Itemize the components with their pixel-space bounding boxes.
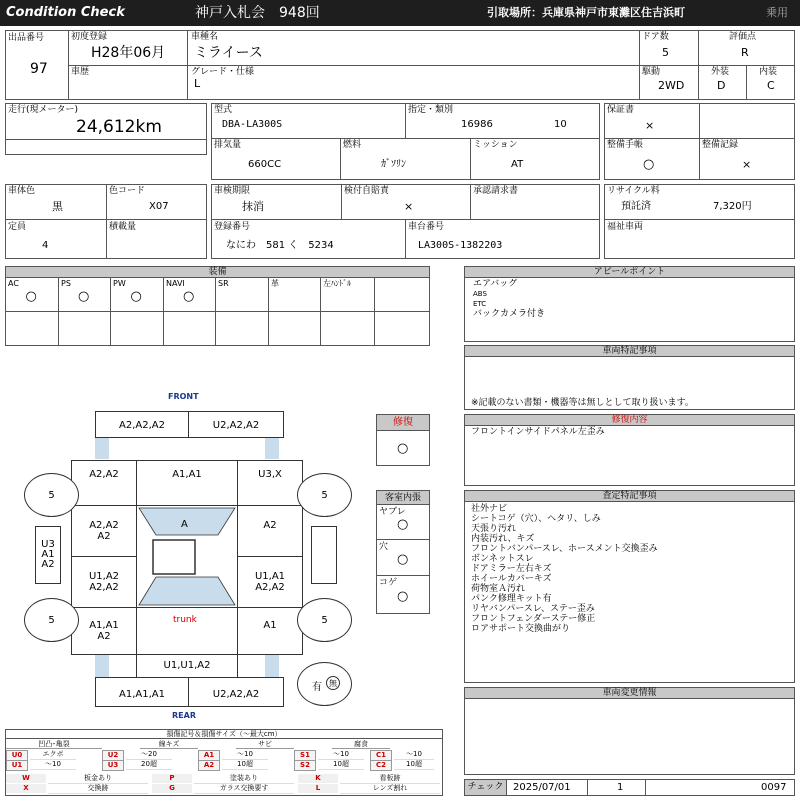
front-bumper-left[interactable]: A2,A2,A2 <box>95 411 189 438</box>
legend-mark-code: K <box>298 774 338 783</box>
side-step-right[interactable] <box>311 526 337 584</box>
warranty-label: 保証書 <box>607 105 635 115</box>
welfare-label: 福祉車両 <box>607 222 644 232</box>
repair-title: 修復 <box>377 415 429 431</box>
door-front-right[interactable]: A2 <box>237 505 303 557</box>
first-reg-value: H28年06月 <box>91 45 166 61</box>
history-label: 車歴 <box>71 67 90 77</box>
inspection-label: 車検期限 <box>214 186 251 196</box>
rear-bumper-right[interactable]: U2,A2,A2 <box>188 677 284 707</box>
lot-number: 97 <box>30 61 48 77</box>
interior-label: 内装 <box>759 67 778 77</box>
lot-label: 出品番号 <box>8 33 45 43</box>
door-front-left[interactable]: A2,A2 A2 <box>71 505 137 557</box>
check-code: 0097 <box>761 782 787 793</box>
spare-tire-mark: 無 <box>326 676 340 690</box>
color-code-box <box>106 184 207 220</box>
repair-content-text: フロントインサイドパネル左歪み <box>471 427 605 437</box>
equipment-label: PS <box>61 279 71 288</box>
assessment-line: ロアサポート交換曲がり <box>471 624 571 634</box>
assessment-line: パンク修理キット有 <box>471 594 552 604</box>
repair-box <box>376 414 430 466</box>
fuel-label: 燃料 <box>343 140 362 150</box>
designation-box <box>405 103 600 139</box>
check-label: チェック <box>465 780 507 795</box>
legend-mark-code: G <box>152 784 192 793</box>
body-color-value: 黒 <box>52 200 63 213</box>
model-box <box>211 103 406 139</box>
equipment-label: 左ﾊﾝﾄﾞﾙ <box>323 279 351 288</box>
equipment-mark: ○ <box>78 289 90 304</box>
plate-label: 登録番号 <box>214 222 251 232</box>
fender-front-right[interactable]: U3,X <box>237 460 303 506</box>
grade-score-box <box>698 30 795 66</box>
manual-value: ○ <box>643 157 655 172</box>
displacement-box <box>211 138 341 180</box>
spare-tire-label: 有 <box>312 682 322 693</box>
appeal-line: ETC <box>473 300 487 308</box>
self-inspection-box <box>341 184 471 220</box>
welfare-box <box>604 219 795 259</box>
legend-code: S2 <box>294 760 316 771</box>
mission-label: ミッション <box>473 140 518 150</box>
equipment-mark: ○ <box>130 289 142 304</box>
front-label: FRONT <box>168 392 199 401</box>
equipment-item <box>269 278 321 345</box>
equipment-item <box>216 278 269 345</box>
equipment-label: AC <box>8 279 19 288</box>
exterior-box <box>698 65 747 100</box>
legend-code: A1 <box>198 750 220 761</box>
drive-value: 2WD <box>658 79 685 92</box>
designation-label: 指定・類別 <box>408 105 454 115</box>
mission-box <box>470 138 600 180</box>
legend-code: U2 <box>102 750 124 761</box>
appeal-title: アピールポイント <box>465 267 794 278</box>
plate-box <box>211 219 406 259</box>
equipment-label: NAVI <box>166 279 185 288</box>
capacity-box <box>5 219 107 259</box>
equipment-item <box>321 278 375 345</box>
legend-desc: 〜10 <box>30 760 76 770</box>
legend-mark-code: W <box>6 774 46 783</box>
chassis-box <box>405 219 600 259</box>
appeal-box <box>464 266 795 342</box>
mileage-label: 走行(現メーター) <box>8 105 79 115</box>
self-inspection-value: × <box>404 200 414 213</box>
equipment-item <box>111 278 164 345</box>
legend-mark-desc: レンズ割れ <box>340 784 440 794</box>
pickup-location: 引取場所：兵庫県神戸市東灘区住吉浜町 <box>487 6 685 19</box>
designation-value: 16986 <box>461 119 493 130</box>
first-reg-box <box>68 30 188 66</box>
door-rear-left[interactable]: U1,A2 A2,A2 <box>71 556 137 608</box>
special-note: ※記載のない書類・機器等は無しとして取り扱います。 <box>471 398 694 408</box>
cabin-label: 穴 <box>379 542 389 552</box>
equipment-item <box>164 278 216 345</box>
grade-value: L <box>194 77 201 90</box>
rear-bumper-left[interactable]: A1,A1,A1 <box>95 677 189 707</box>
cabin-label: ヤブレ <box>379 507 406 517</box>
approval-box <box>470 184 600 220</box>
special-title: 車両特記事項 <box>465 346 794 357</box>
check-num: 1 <box>617 782 624 793</box>
change-title: 車両変更情報 <box>465 688 794 699</box>
trunk-lid[interactable]: U1,U1,A2 <box>136 654 238 678</box>
load-label: 積載量 <box>109 222 137 232</box>
door-rear-right[interactable]: U1,A1 A2,A2 <box>237 556 303 608</box>
legend-desc: 10超 <box>318 760 364 770</box>
legend-desc: 10超 <box>394 760 434 770</box>
assessment-line: シートコゲ（穴）、ヘタリ、しみ <box>471 514 601 524</box>
color-code-label: 色コード <box>109 186 146 196</box>
warranty-box <box>604 103 700 139</box>
legend-desc: 〜10 <box>394 750 434 760</box>
legend-code: U3 <box>102 760 124 771</box>
equipment-mark: ○ <box>183 289 195 304</box>
assessment-box <box>464 490 795 683</box>
mission-value: AT <box>511 159 524 170</box>
legend-title: 損傷記号＆損傷サイズ（〜最大cm） <box>6 730 442 739</box>
car-name-label: 車種名 <box>191 32 219 42</box>
load-box <box>106 219 207 259</box>
rear-label: REAR <box>172 711 196 720</box>
manual-label: 整備手帳 <box>607 140 644 150</box>
repair-mark: ○ <box>397 441 409 456</box>
legend-mark-desc: 塗装あり <box>194 774 294 784</box>
legend-mark-desc: 交換跡 <box>48 784 148 794</box>
legend-code: U0 <box>6 750 28 761</box>
header-bar <box>0 0 800 26</box>
exterior-value: D <box>717 79 726 92</box>
legend-code: A2 <box>198 760 220 771</box>
record-box <box>699 138 795 180</box>
chassis-label: 車台番号 <box>408 222 445 232</box>
record-value: × <box>742 158 752 171</box>
appeal-line: バックカメラ付き <box>473 309 546 319</box>
lot-box <box>5 30 69 100</box>
assessment-line: ボンネットスレ <box>471 554 534 564</box>
equipment-label: SR <box>218 279 229 288</box>
legend-code: C2 <box>370 760 392 771</box>
repair-content-box <box>464 414 795 486</box>
body-color-box <box>5 184 107 220</box>
quarter-left[interactable]: A1,A1 A2 <box>71 607 137 655</box>
recycle-box <box>604 184 795 220</box>
check-row <box>464 779 795 796</box>
tire-rear-right[interactable]: 5 <box>297 598 352 642</box>
assessment-line: フロントフェンダーステー修正 <box>471 614 596 624</box>
tire-front-left[interactable]: 5 <box>24 473 79 517</box>
assessment-line: フロントバンパースレ、ホースメント交換歪み <box>471 544 658 554</box>
equipment-label: 革 <box>271 279 279 288</box>
grade-score-label: 評価点 <box>729 32 757 42</box>
assessment-line: 天張り汚れ <box>471 524 517 534</box>
interior-value: C <box>767 79 775 92</box>
approval-label: 承認請求書 <box>473 186 519 196</box>
legend-code: C1 <box>370 750 392 761</box>
special-box <box>464 345 795 410</box>
legend-desc: 〜10 <box>222 750 268 760</box>
windshield-mark[interactable]: A <box>181 519 188 530</box>
grade-box <box>187 65 640 100</box>
front-bumper-right[interactable]: U2,A2,A2 <box>188 411 284 438</box>
usage-type: 乗用 <box>766 6 788 19</box>
cabin-title: 客室内張 <box>377 491 429 505</box>
record-label: 整備記録 <box>702 140 739 150</box>
cabin-label: コゲ <box>379 578 398 588</box>
legend-group: 腐食 <box>332 740 390 749</box>
doors-box <box>639 30 699 66</box>
recycle-label: リサイクル料 <box>607 186 660 196</box>
change-box <box>464 687 795 775</box>
equipment-mark: ○ <box>25 289 37 304</box>
legend-desc: 〜10 <box>318 750 364 760</box>
manual-box <box>604 138 700 180</box>
quarter-right[interactable]: A1 <box>237 607 303 655</box>
recycle-fee: 7,320円 <box>713 201 752 212</box>
equipment-box <box>5 266 430 346</box>
mileage-box <box>5 103 207 155</box>
model-label: 型式 <box>214 105 233 115</box>
car-name-value: ミライース <box>194 45 263 61</box>
legend-mark-code: X <box>6 784 46 793</box>
legend-mark-desc: 板金あり <box>48 774 148 784</box>
body-color-label: 車体色 <box>8 186 36 196</box>
tire-front-right[interactable]: 5 <box>297 473 352 517</box>
classification-value: 10 <box>554 119 567 130</box>
plate-value: なにわ 581 く 5234 <box>226 240 334 251</box>
displacement-value: 660CC <box>248 159 282 170</box>
legend-mark-desc: 看板跡 <box>340 774 440 784</box>
assessment-title: 査定特記事項 <box>465 491 794 502</box>
fuel-value: ｶﾞｿﾘﾝ <box>381 159 406 170</box>
assessment-line: リヤバンパースレ、ステー歪み <box>471 604 595 614</box>
assessment-line: 荷物室Ａ汚れ <box>471 584 526 594</box>
displacement-label: 排気量 <box>214 140 242 150</box>
assessment-line: ホイールカバーキズ <box>471 574 552 584</box>
legend-mark-code: P <box>152 774 192 783</box>
equipment-label: PW <box>113 279 126 288</box>
capacity-value: 4 <box>42 240 49 251</box>
spare-tire <box>297 662 352 706</box>
repair-content-title: 修復内容 <box>465 415 794 426</box>
side-step-left[interactable]: U3 A1 A2 <box>35 526 61 584</box>
fender-front-left[interactable]: A2,A2 <box>71 460 137 506</box>
assessment-line: ドアミラー左右キズ <box>471 564 552 574</box>
assessment-line: 社外ナビ <box>471 504 508 514</box>
doors-value: 5 <box>662 46 669 59</box>
first-reg-label: 初度登録 <box>71 32 108 42</box>
legend-desc: エクボ <box>30 750 76 760</box>
trunk-label: trunk <box>173 615 197 625</box>
cabin-mark: ○ <box>397 589 409 604</box>
legend-desc: 〜20 <box>126 750 172 760</box>
color-code-value: X07 <box>149 201 169 212</box>
interior-box <box>746 65 795 100</box>
assessment-line: 内装汚れ、キズ <box>471 534 535 544</box>
drive-label: 駆動 <box>642 67 661 77</box>
self-inspection-label: 検付自賠責 <box>344 186 390 196</box>
inspection-value: 抹消 <box>242 200 264 213</box>
legend-code: U1 <box>6 760 28 771</box>
inspection-box <box>211 184 342 220</box>
blank-box-1 <box>699 103 795 139</box>
history-box <box>68 65 188 100</box>
capacity-label: 定員 <box>8 222 27 232</box>
grade-score-value: R <box>741 46 749 59</box>
doors-label: ドア数 <box>642 32 669 42</box>
cabin-mark: ○ <box>397 517 409 532</box>
cabin-mark: ○ <box>397 552 409 567</box>
model-value: DBA-LA300S <box>222 119 283 130</box>
drive-box <box>639 65 699 100</box>
fuel-box <box>340 138 471 180</box>
legend-code: S1 <box>294 750 316 761</box>
brand-title: Condition Check <box>6 5 125 20</box>
check-date: 2025/07/01 <box>513 782 571 793</box>
auction-title: 神戸入札会 948回 <box>195 5 320 21</box>
legend-mark-desc: ガラス交換要す <box>194 784 294 794</box>
equipment-item <box>59 278 111 345</box>
tire-rear-left[interactable]: 5 <box>24 598 79 642</box>
appeal-line: ABS <box>473 290 487 298</box>
legend-group: 凹凸･亀裂 <box>6 740 102 749</box>
car-name-box <box>187 30 640 66</box>
equipment-title: 装備 <box>6 267 429 278</box>
legend-group: サビ <box>236 740 294 749</box>
recycle-status: 預託済 <box>621 201 651 212</box>
exterior-label: 外装 <box>711 67 730 77</box>
mileage-value: 24,612km <box>76 117 162 137</box>
cabin-box <box>376 490 430 614</box>
damage-legend <box>5 729 443 796</box>
grade-label: グレード・仕様 <box>191 67 255 77</box>
legend-desc: 10超 <box>222 760 268 770</box>
legend-mark-code: L <box>298 784 338 793</box>
hood[interactable]: A1,A1 <box>136 460 238 506</box>
warranty-value: × <box>645 119 655 132</box>
appeal-line: エアバッグ <box>473 279 518 289</box>
legend-group: 線キズ <box>140 740 198 749</box>
equipment-item <box>6 278 59 345</box>
legend-desc: 20超 <box>126 760 172 770</box>
chassis-value: LA300S-1382203 <box>418 240 503 251</box>
